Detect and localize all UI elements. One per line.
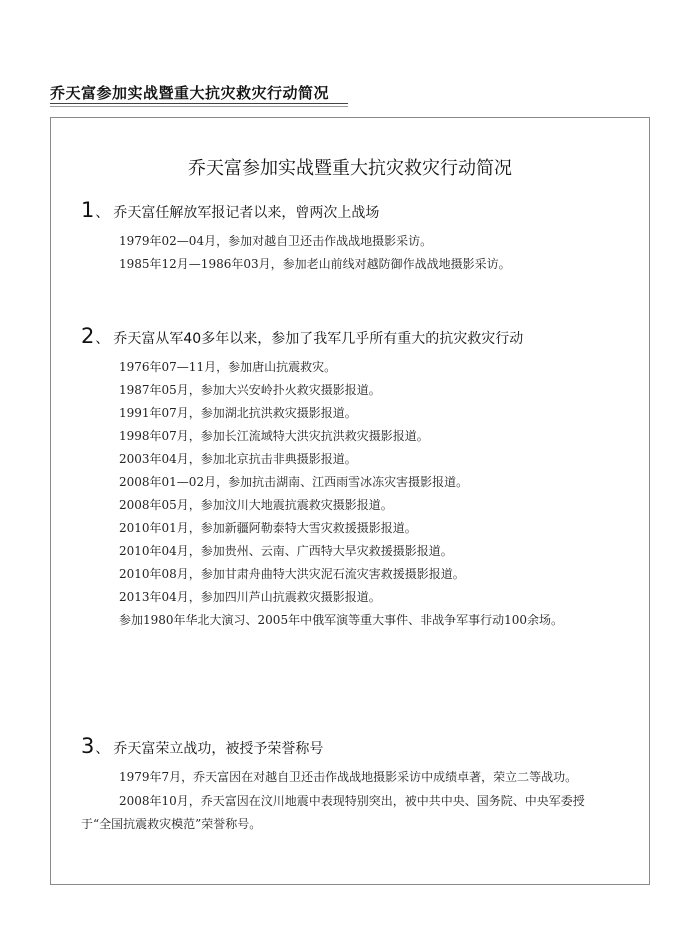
section-heading (81, 736, 641, 759)
event-line: 1976年07—11月，参加唐山抗震救灾。 (119, 360, 337, 374)
event-line: 2013年04月，参加四川芦山抗震救灾摄影报道。 (119, 590, 381, 604)
event-line: 1985年12月—1986年03月，参加老山前线对越防御作战战地摄影采访。 (119, 257, 511, 271)
section-heading-text: 乔天富荣立战功，被授予荣誉称号 (113, 741, 324, 757)
section-1 (81, 200, 641, 276)
document-frame (50, 117, 650, 885)
section-lines (81, 230, 641, 276)
section-3 (81, 736, 641, 837)
section-heading-text: 乔天富任解放军报记者以来，曾两次上战场 (113, 205, 380, 221)
header-rule-secondary (50, 106, 348, 107)
section-lines (81, 356, 641, 609)
document-title: 乔天富参加实战暨重大抗灾救灾行动简况 (188, 158, 512, 179)
section-separator: 、 (95, 331, 110, 347)
section-number: 3 (81, 734, 95, 758)
event-line: 2008年05月，参加汶川大地震抗震救灾摄影报道。 (119, 498, 393, 512)
section-separator: 、 (95, 741, 110, 757)
event-line: 2010年01月，参加新疆阿勒泰特大雪灾救援摄影报道。 (119, 521, 417, 535)
page-header-title: 乔天富参加实战暨重大抗灾救灾行动简况 (50, 84, 330, 102)
section-number: 1 (81, 198, 95, 222)
summary-paragraph: 参加1980年华北大演习、2005年中俄军演等重大事件、非战争军事行动100余场。 (119, 613, 563, 627)
header-rule (50, 103, 348, 104)
section-lines (81, 766, 641, 837)
section-separator: 、 (95, 205, 110, 221)
honor-paragraph: 1979年7月，乔天富因在对越自卫还击作战战地摄影采访中成绩卓著，荣立二等战功。 (119, 770, 578, 784)
event-line: 2003年04月，参加北京抗击非典摄影报道。 (119, 452, 357, 466)
event-line: 1979年02—04月，参加对越自卫还击作战战地摄影采访。 (119, 234, 433, 248)
event-line: 1987年05月，参加大兴安岭扑火救灾摄影报道。 (119, 383, 381, 397)
event-line: 2008年01—02月，参加抗击湖南、江西雨雪冰冻灾害摄影报道。 (119, 475, 469, 489)
section-2 (81, 326, 641, 633)
section-number: 2 (81, 324, 95, 348)
section-heading-text: 乔天富从军40多年以来，参加了我军几乎所有重大的抗灾救灾行动 (113, 331, 524, 347)
section-heading (81, 326, 641, 349)
section-heading (81, 200, 641, 223)
event-line: 1998年07月，参加长江流域特大洪灾抗洪救灾摄影报道。 (119, 429, 429, 443)
event-line: 2010年04月，参加贵州、云南、广西特大旱灾救援摄影报道。 (119, 544, 453, 558)
honor-paragraph: 2008年10月，乔天富因在汶川地震中表现特别突出，被中共中央、国务院、中央军委授于“全国抗震救灾模范”荣誉称号。 (81, 793, 585, 831)
event-line: 1991年07月，参加湖北抗洪救灾摄影报道。 (119, 406, 357, 420)
event-line: 2010年08月，参加甘肃舟曲特大洪灾泥石流灾害救援摄影报道。 (119, 567, 465, 581)
